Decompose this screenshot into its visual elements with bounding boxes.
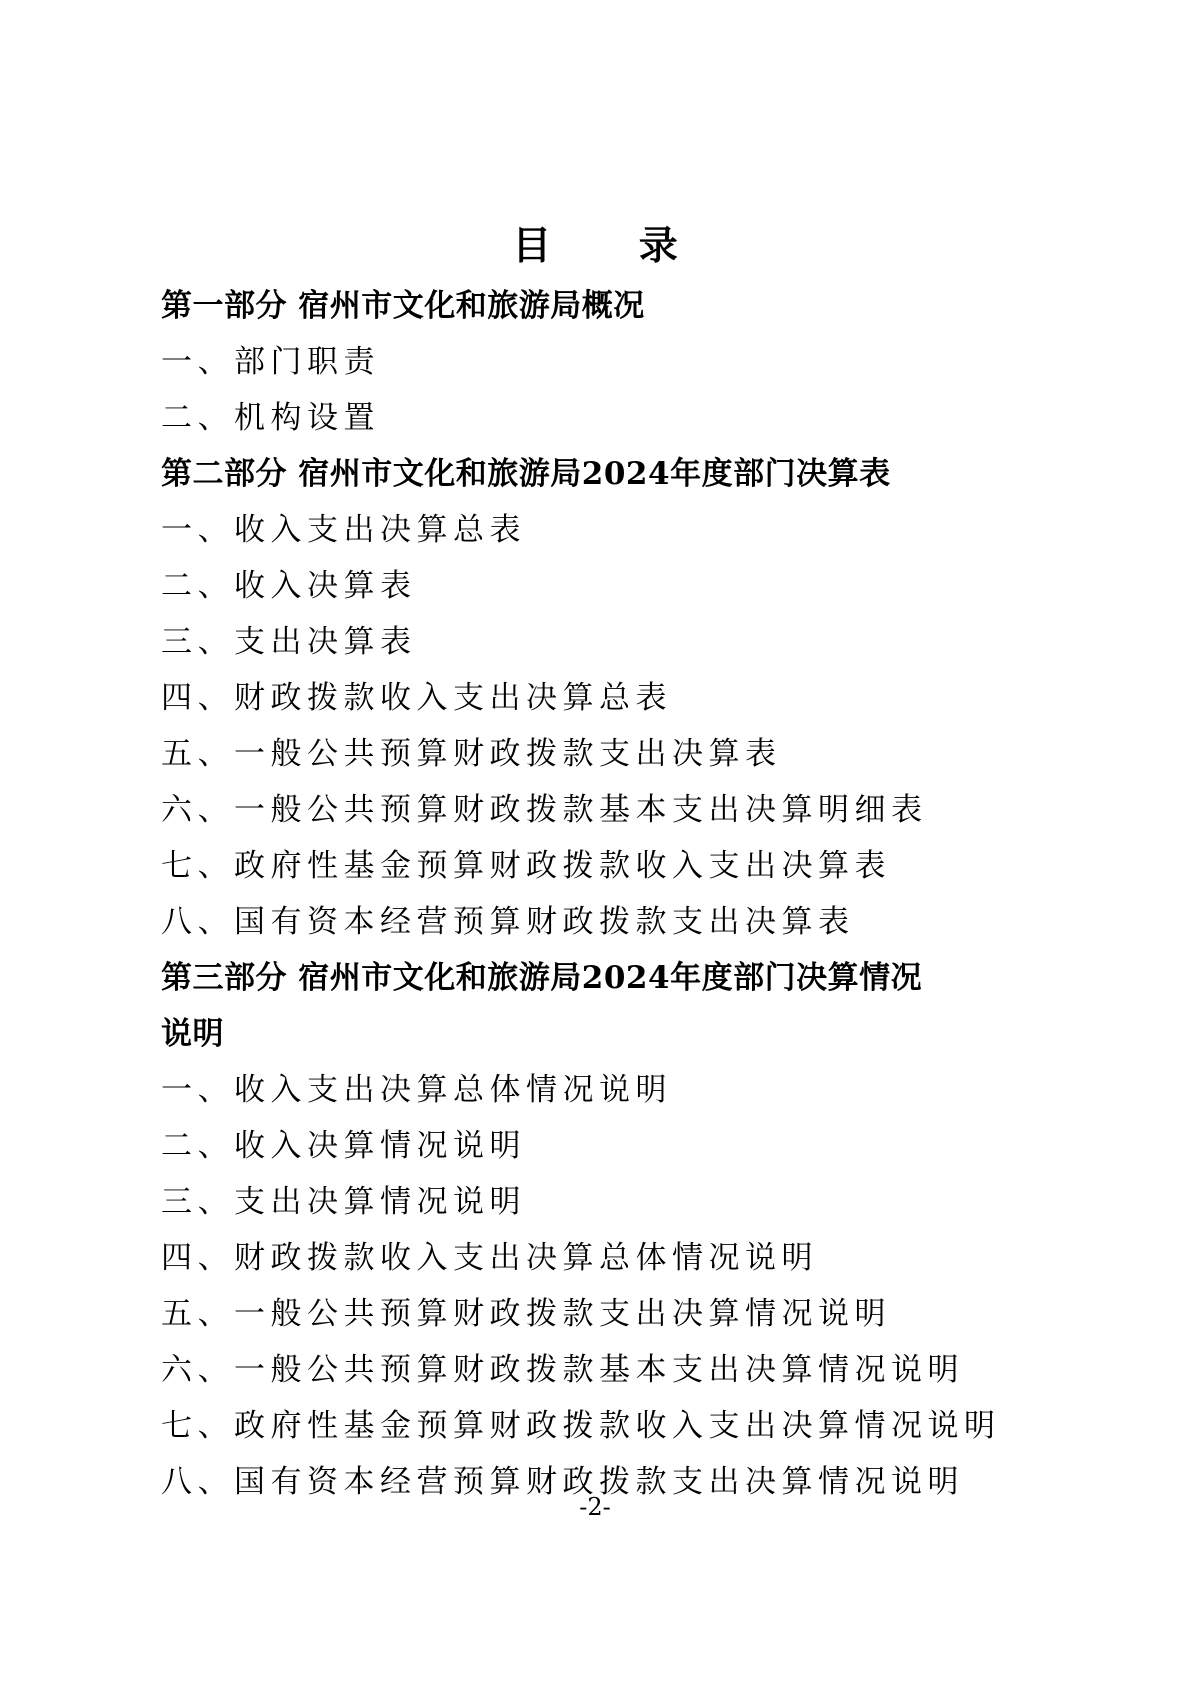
toc-item[interactable]: 三、支出决算情况说明: [161, 1184, 526, 1220]
toc-item[interactable]: 三、支出决算表: [161, 624, 417, 660]
toc-item[interactable]: 一、收入支出决算总体情况说明: [161, 1072, 672, 1108]
toc-item[interactable]: 五、一般公共预算财政拨款支出决算表: [161, 736, 782, 772]
toc-item[interactable]: 一、部门职责: [161, 344, 380, 380]
toc-item[interactable]: 六、一般公共预算财政拨款基本支出决算明细表: [161, 792, 928, 828]
toc-item[interactable]: 二、机构设置: [161, 400, 380, 436]
toc-item[interactable]: 七、政府性基金预算财政拨款收入支出决算情况说明: [161, 1408, 1001, 1444]
toc-title: 目 录: [512, 223, 715, 269]
toc-item[interactable]: 八、国有资本经营预算财政拨款支出决算情况说明: [161, 1464, 964, 1500]
toc-item[interactable]: 六、一般公共预算财政拨款基本支出决算情况说明: [161, 1352, 964, 1388]
toc-item[interactable]: 七、政府性基金预算财政拨款收入支出决算表: [161, 848, 891, 884]
page-number: -2-: [579, 1493, 611, 1521]
toc-item[interactable]: 五、一般公共预算财政拨款支出决算情况说明: [161, 1296, 891, 1332]
table-of-contents: [161, 278, 1061, 1510]
toc-section-heading-part-1[interactable]: 第一部分 宿州市文化和旅游局概况: [161, 288, 645, 324]
toc-section-heading-part-3-continued[interactable]: 说明: [161, 1016, 224, 1052]
toc-section-heading-part-2[interactable]: 第二部分 宿州市文化和旅游局2024年度部门决算表: [161, 456, 891, 492]
toc-item[interactable]: 四、财政拨款收入支出决算总体情况说明: [161, 1240, 818, 1276]
toc-section-heading-part-3[interactable]: 第三部分 宿州市文化和旅游局2024年度部门决算情况: [161, 960, 923, 996]
toc-item[interactable]: 四、财政拨款收入支出决算总表: [161, 680, 672, 716]
toc-item[interactable]: 二、收入决算表: [161, 568, 417, 604]
toc-item[interactable]: 二、收入决算情况说明: [161, 1128, 526, 1164]
toc-item[interactable]: 八、国有资本经营预算财政拨款支出决算表: [161, 904, 855, 940]
toc-item[interactable]: 一、收入支出决算总表: [161, 512, 526, 548]
